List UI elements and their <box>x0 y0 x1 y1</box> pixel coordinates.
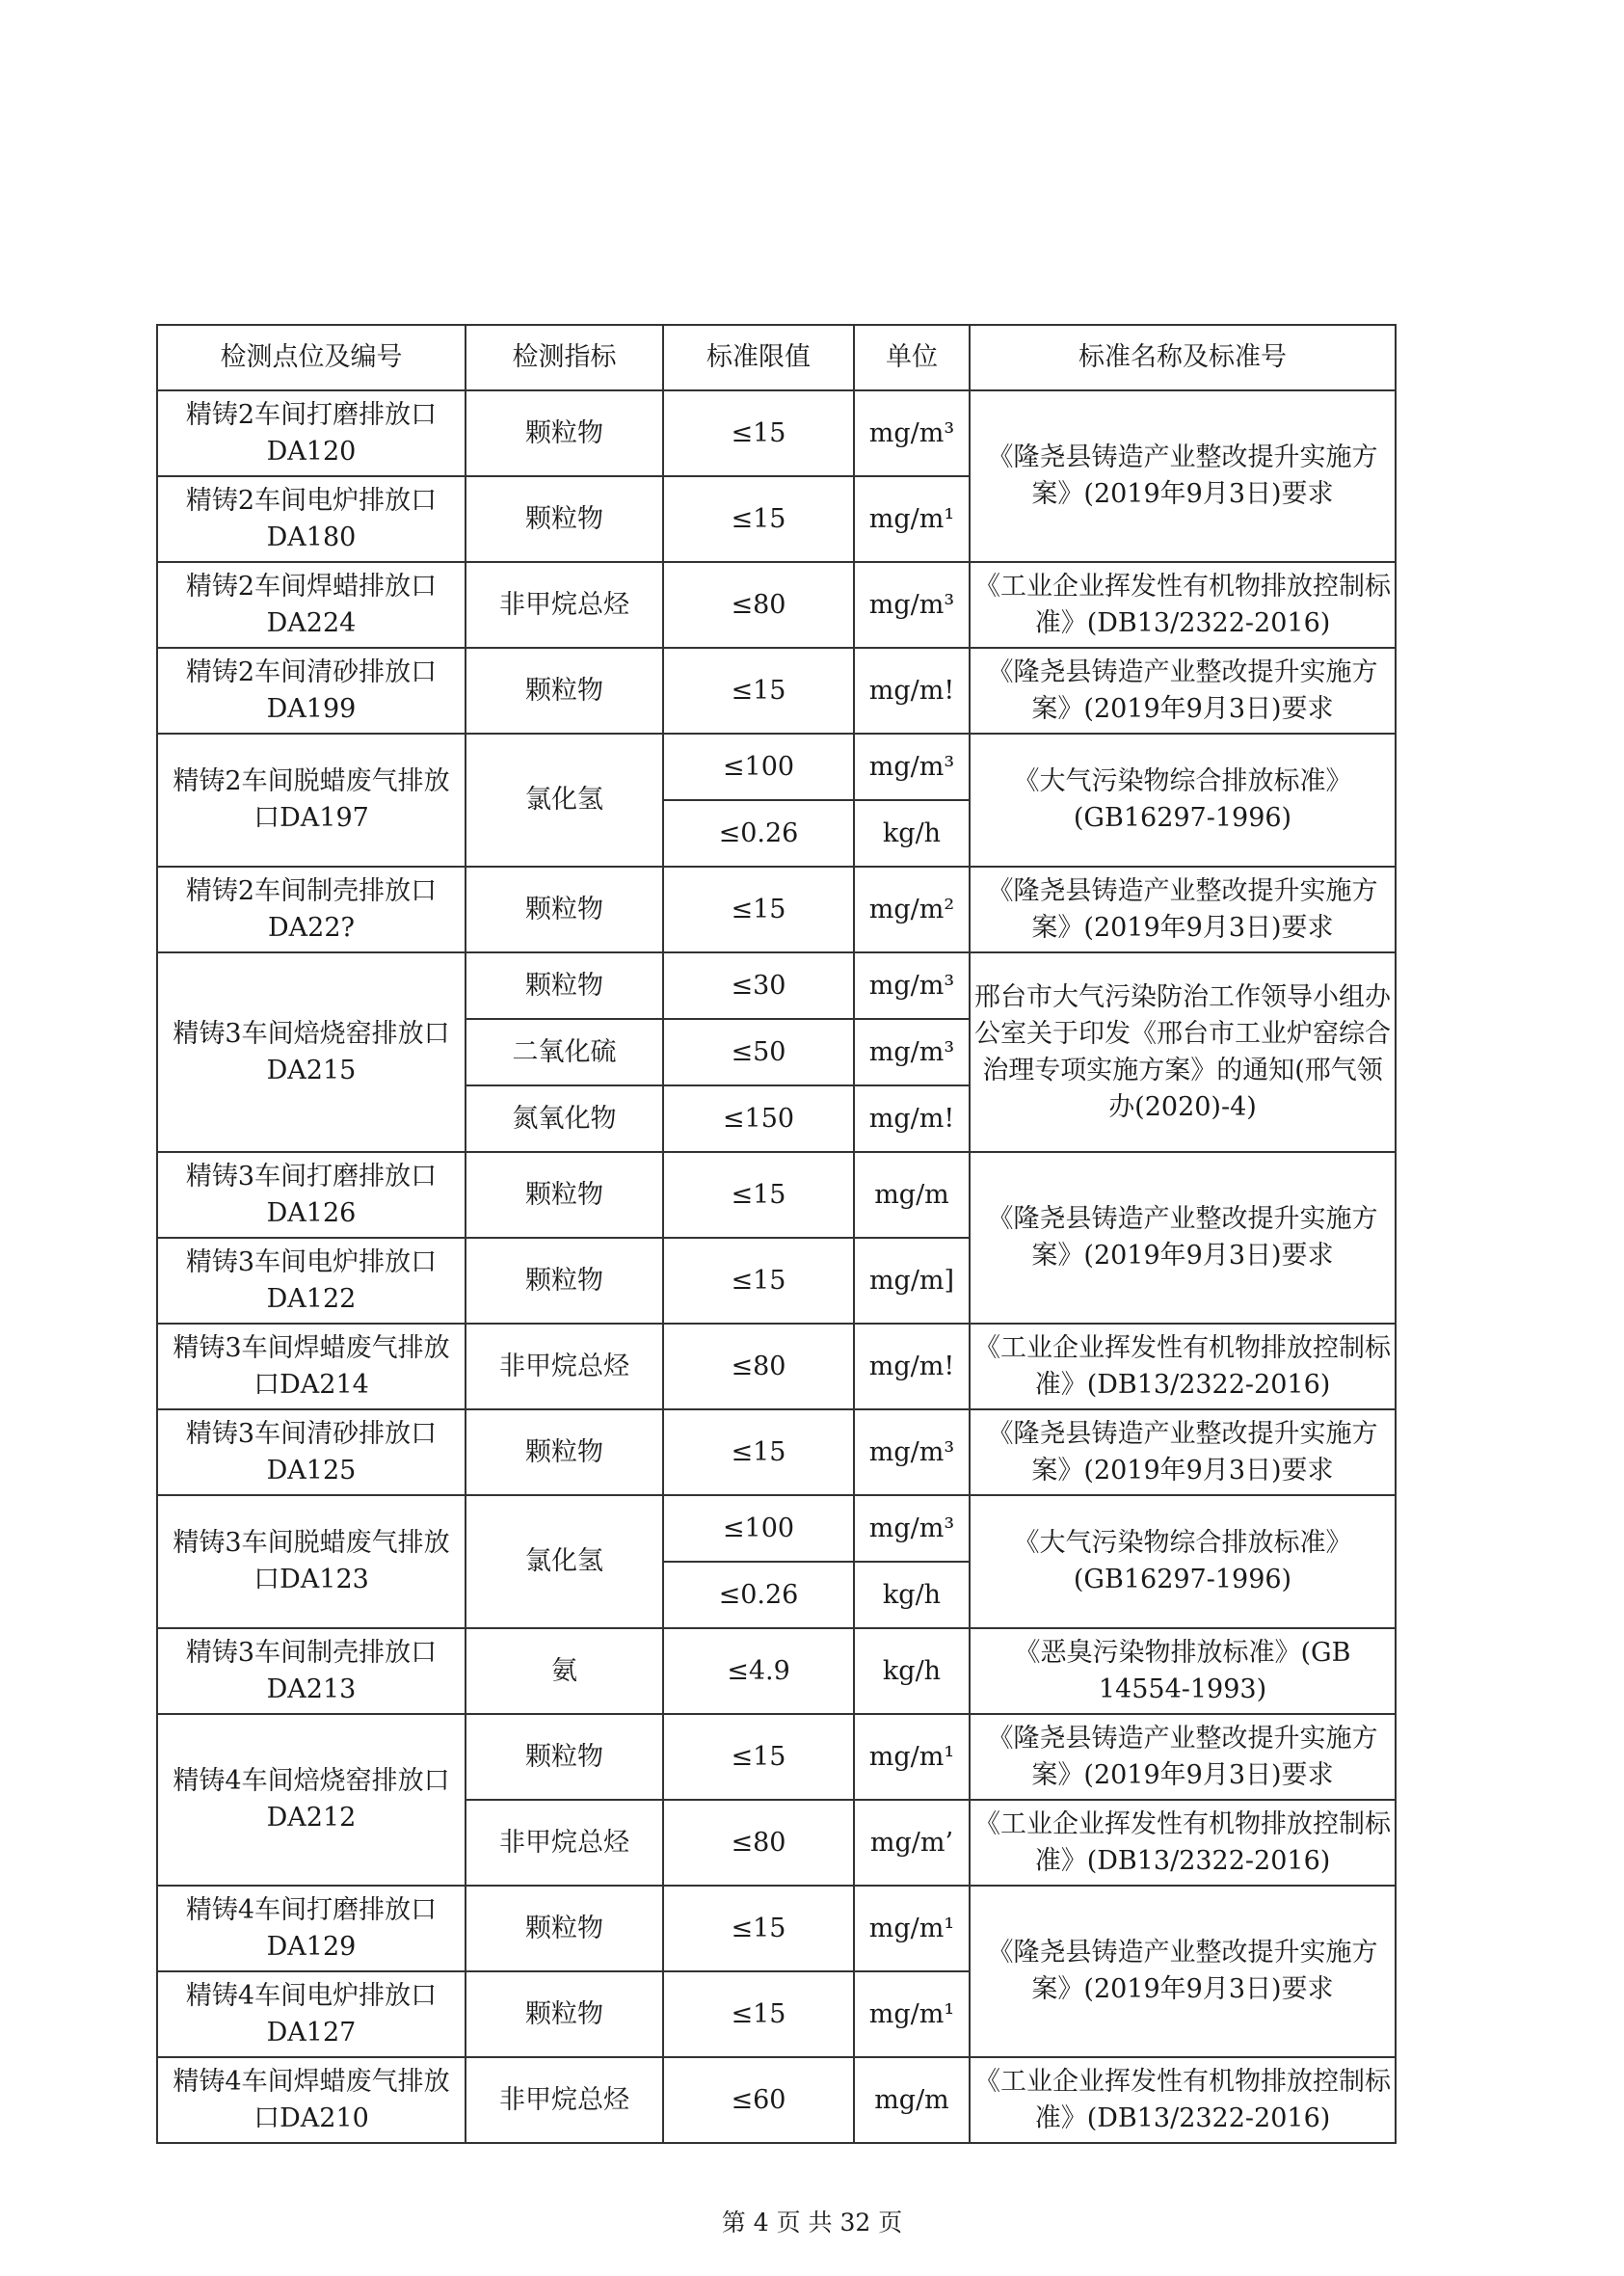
column-header-unit: 单位 <box>854 325 970 390</box>
unit-cell: kg/h <box>854 1628 970 1714</box>
unit-cell: kg/h <box>854 800 970 867</box>
indicator-cell: 颗粒物 <box>466 1714 663 1800</box>
unit-cell: mg/m¹ <box>854 1886 970 1971</box>
column-header-indicator: 检测指标 <box>466 325 663 390</box>
standard-cell: 《隆尧县铸造产业整改提升实施方案》(2019年9月3日)要求 <box>970 1886 1396 2057</box>
indicator-cell: 非甲烷总烃 <box>466 1800 663 1886</box>
location-cell: 精铸4车间打磨排放口DA129 <box>157 1886 466 1971</box>
indicator-cell: 颗粒物 <box>466 867 663 952</box>
table-row <box>157 867 1396 952</box>
unit-cell: kg/h <box>854 1562 970 1628</box>
indicator-cell: 颗粒物 <box>466 1152 663 1238</box>
indicator-cell: 氯化氢 <box>466 734 663 867</box>
location-cell: 精铸2车间清砂排放口DA199 <box>157 648 466 734</box>
limit-cell: ≤15 <box>663 867 854 952</box>
table-row <box>157 2057 1396 2143</box>
location-cell: 精铸2车间焊蜡排放口DA224 <box>157 562 466 648</box>
standard-cell: 《隆尧县铸造产业整改提升实施方案》(2019年9月3日)要求 <box>970 1714 1396 1800</box>
table-row <box>157 1628 1396 1714</box>
limit-cell: ≤15 <box>663 390 854 476</box>
location-cell: 精铸3车间脱蜡废气排放口DA123 <box>157 1495 466 1628</box>
limit-cell: ≤15 <box>663 1152 854 1238</box>
limit-cell: ≤80 <box>663 1324 854 1409</box>
table-row <box>157 1714 1396 1800</box>
unit-cell: mg/m’ <box>854 1800 970 1886</box>
table-row <box>157 1324 1396 1409</box>
unit-cell: mg/m! <box>854 1324 970 1409</box>
limit-cell: ≤100 <box>663 734 854 800</box>
unit-cell: mg/m¹ <box>854 476 970 562</box>
indicator-cell: 颗粒物 <box>466 1238 663 1324</box>
location-cell: 精铸4车间焊蜡废气排放口DA210 <box>157 2057 466 2143</box>
standard-cell: 《隆尧县铸造产业整改提升实施方案》(2019年9月3日)要求 <box>970 1409 1396 1495</box>
limit-cell: ≤80 <box>663 1800 854 1886</box>
limit-cell: ≤15 <box>663 1238 854 1324</box>
location-cell: 精铸2车间打磨排放口DA120 <box>157 390 466 476</box>
location-cell: 精铸3车间电炉排放口DA122 <box>157 1238 466 1324</box>
indicator-cell: 氯化氢 <box>466 1495 663 1628</box>
indicator-cell: 颗粒物 <box>466 1886 663 1971</box>
column-header-standard: 标准名称及标准号 <box>970 325 1396 390</box>
limit-cell: ≤4.9 <box>663 1628 854 1714</box>
emission-standards-table <box>156 324 1397 2144</box>
limit-cell: ≤150 <box>663 1085 854 1152</box>
column-header-limit: 标准限值 <box>663 325 854 390</box>
unit-cell: mg/m³ <box>854 734 970 800</box>
limit-cell: ≤15 <box>663 1886 854 1971</box>
unit-cell: mg/m] <box>854 1238 970 1324</box>
unit-cell: mg/m³ <box>854 390 970 476</box>
standard-cell: 《恶臭污染物排放标准》(GB 14554-1993) <box>970 1628 1396 1714</box>
limit-cell: ≤15 <box>663 648 854 734</box>
limit-cell: ≤0.26 <box>663 800 854 867</box>
unit-cell: mg/m³ <box>854 1409 970 1495</box>
table-row <box>157 1495 1396 1562</box>
unit-cell: mg/m¹ <box>854 1971 970 2057</box>
limit-cell: ≤80 <box>663 562 854 648</box>
standard-cell: 《隆尧县铸造产业整改提升实施方案》(2019年9月3日)要求 <box>970 1152 1396 1324</box>
indicator-cell: 颗粒物 <box>466 952 663 1019</box>
unit-cell: mg/m³ <box>854 1019 970 1085</box>
table-row <box>157 1152 1396 1238</box>
location-cell: 精铸3车间焙烧窑排放口DA215 <box>157 952 466 1152</box>
limit-cell: ≤60 <box>663 2057 854 2143</box>
unit-cell: mg/m² <box>854 867 970 952</box>
standard-cell: 《工业企业挥发性有机物排放控制标准》(DB13/2322-2016) <box>970 2057 1396 2143</box>
limit-cell: ≤15 <box>663 1971 854 2057</box>
indicator-cell: 非甲烷总烃 <box>466 562 663 648</box>
limit-cell: ≤0.26 <box>663 1562 854 1628</box>
unit-cell: mg/m³ <box>854 562 970 648</box>
column-header-location: 检测点位及编号 <box>157 325 466 390</box>
standard-cell: 《隆尧县铸造产业整改提升实施方案》(2019年9月3日)要求 <box>970 648 1396 734</box>
location-cell: 精铸2车间制壳排放口DA22? <box>157 867 466 952</box>
limit-cell: ≤100 <box>663 1495 854 1562</box>
standard-cell: 《隆尧县铸造产业整改提升实施方案》(2019年9月3日)要求 <box>970 390 1396 562</box>
indicator-cell: 颗粒物 <box>466 1971 663 2057</box>
table-row <box>157 648 1396 734</box>
page-number-footer: 第 4 页 共 32 页 <box>721 2209 903 2236</box>
standard-cell: 《工业企业挥发性有机物排放控制标准》(DB13/2322-2016) <box>970 1800 1396 1886</box>
location-cell: 精铸3车间制壳排放口DA213 <box>157 1628 466 1714</box>
table-row <box>157 562 1396 648</box>
indicator-cell: 二氧化硫 <box>466 1019 663 1085</box>
location-cell: 精铸3车间打磨排放口DA126 <box>157 1152 466 1238</box>
location-cell: 精铸4车间焙烧窑排放口DA212 <box>157 1714 466 1886</box>
table-header-row <box>157 325 1396 390</box>
table-row <box>157 952 1396 1019</box>
standard-cell: 《隆尧县铸造产业整改提升实施方案》(2019年9月3日)要求 <box>970 867 1396 952</box>
unit-cell: mg/m³ <box>854 1495 970 1562</box>
location-cell: 精铸2车间电炉排放口DA180 <box>157 476 466 562</box>
unit-cell: mg/m <box>854 2057 970 2143</box>
standard-cell: 《工业企业挥发性有机物排放控制标准》(DB13/2322-2016) <box>970 562 1396 648</box>
table-row <box>157 734 1396 800</box>
unit-cell: mg/m! <box>854 1085 970 1152</box>
indicator-cell: 颗粒物 <box>466 648 663 734</box>
standard-cell: 《工业企业挥发性有机物排放控制标准》(DB13/2322-2016) <box>970 1324 1396 1409</box>
unit-cell: mg/m³ <box>854 952 970 1019</box>
indicator-cell: 非甲烷总烃 <box>466 1324 663 1409</box>
location-cell: 精铸4车间电炉排放口DA127 <box>157 1971 466 2057</box>
limit-cell: ≤15 <box>663 476 854 562</box>
table-row <box>157 1409 1396 1495</box>
indicator-cell: 非甲烷总烃 <box>466 2057 663 2143</box>
table-row <box>157 1886 1396 1971</box>
limit-cell: ≤50 <box>663 1019 854 1085</box>
indicator-cell: 颗粒物 <box>466 476 663 562</box>
indicator-cell: 颗粒物 <box>466 1409 663 1495</box>
limit-cell: ≤15 <box>663 1409 854 1495</box>
indicator-cell: 氮氧化物 <box>466 1085 663 1152</box>
location-cell: 精铸2车间脱蜡废气排放口DA197 <box>157 734 466 867</box>
location-cell: 精铸3车间清砂排放口DA125 <box>157 1409 466 1495</box>
limit-cell: ≤15 <box>663 1714 854 1800</box>
limit-cell: ≤30 <box>663 952 854 1019</box>
standard-cell: 《大气污染物综合排放标准》(GB16297-1996) <box>970 734 1396 867</box>
indicator-cell: 颗粒物 <box>466 390 663 476</box>
unit-cell: mg/m! <box>854 648 970 734</box>
table-row <box>157 390 1396 476</box>
standard-cell: 邢台市大气污染防治工作领导小组办公室关于印发《邢台市工业炉窑综合治理专项实施方案》的通知(邢气领办(2020)-4) <box>970 952 1396 1152</box>
location-cell: 精铸3车间焊蜡废气排放口DA214 <box>157 1324 466 1409</box>
unit-cell: mg/m¹ <box>854 1714 970 1800</box>
indicator-cell: 氨 <box>466 1628 663 1714</box>
standard-cell: 《大气污染物综合排放标准》(GB16297-1996) <box>970 1495 1396 1628</box>
unit-cell: mg/m <box>854 1152 970 1238</box>
